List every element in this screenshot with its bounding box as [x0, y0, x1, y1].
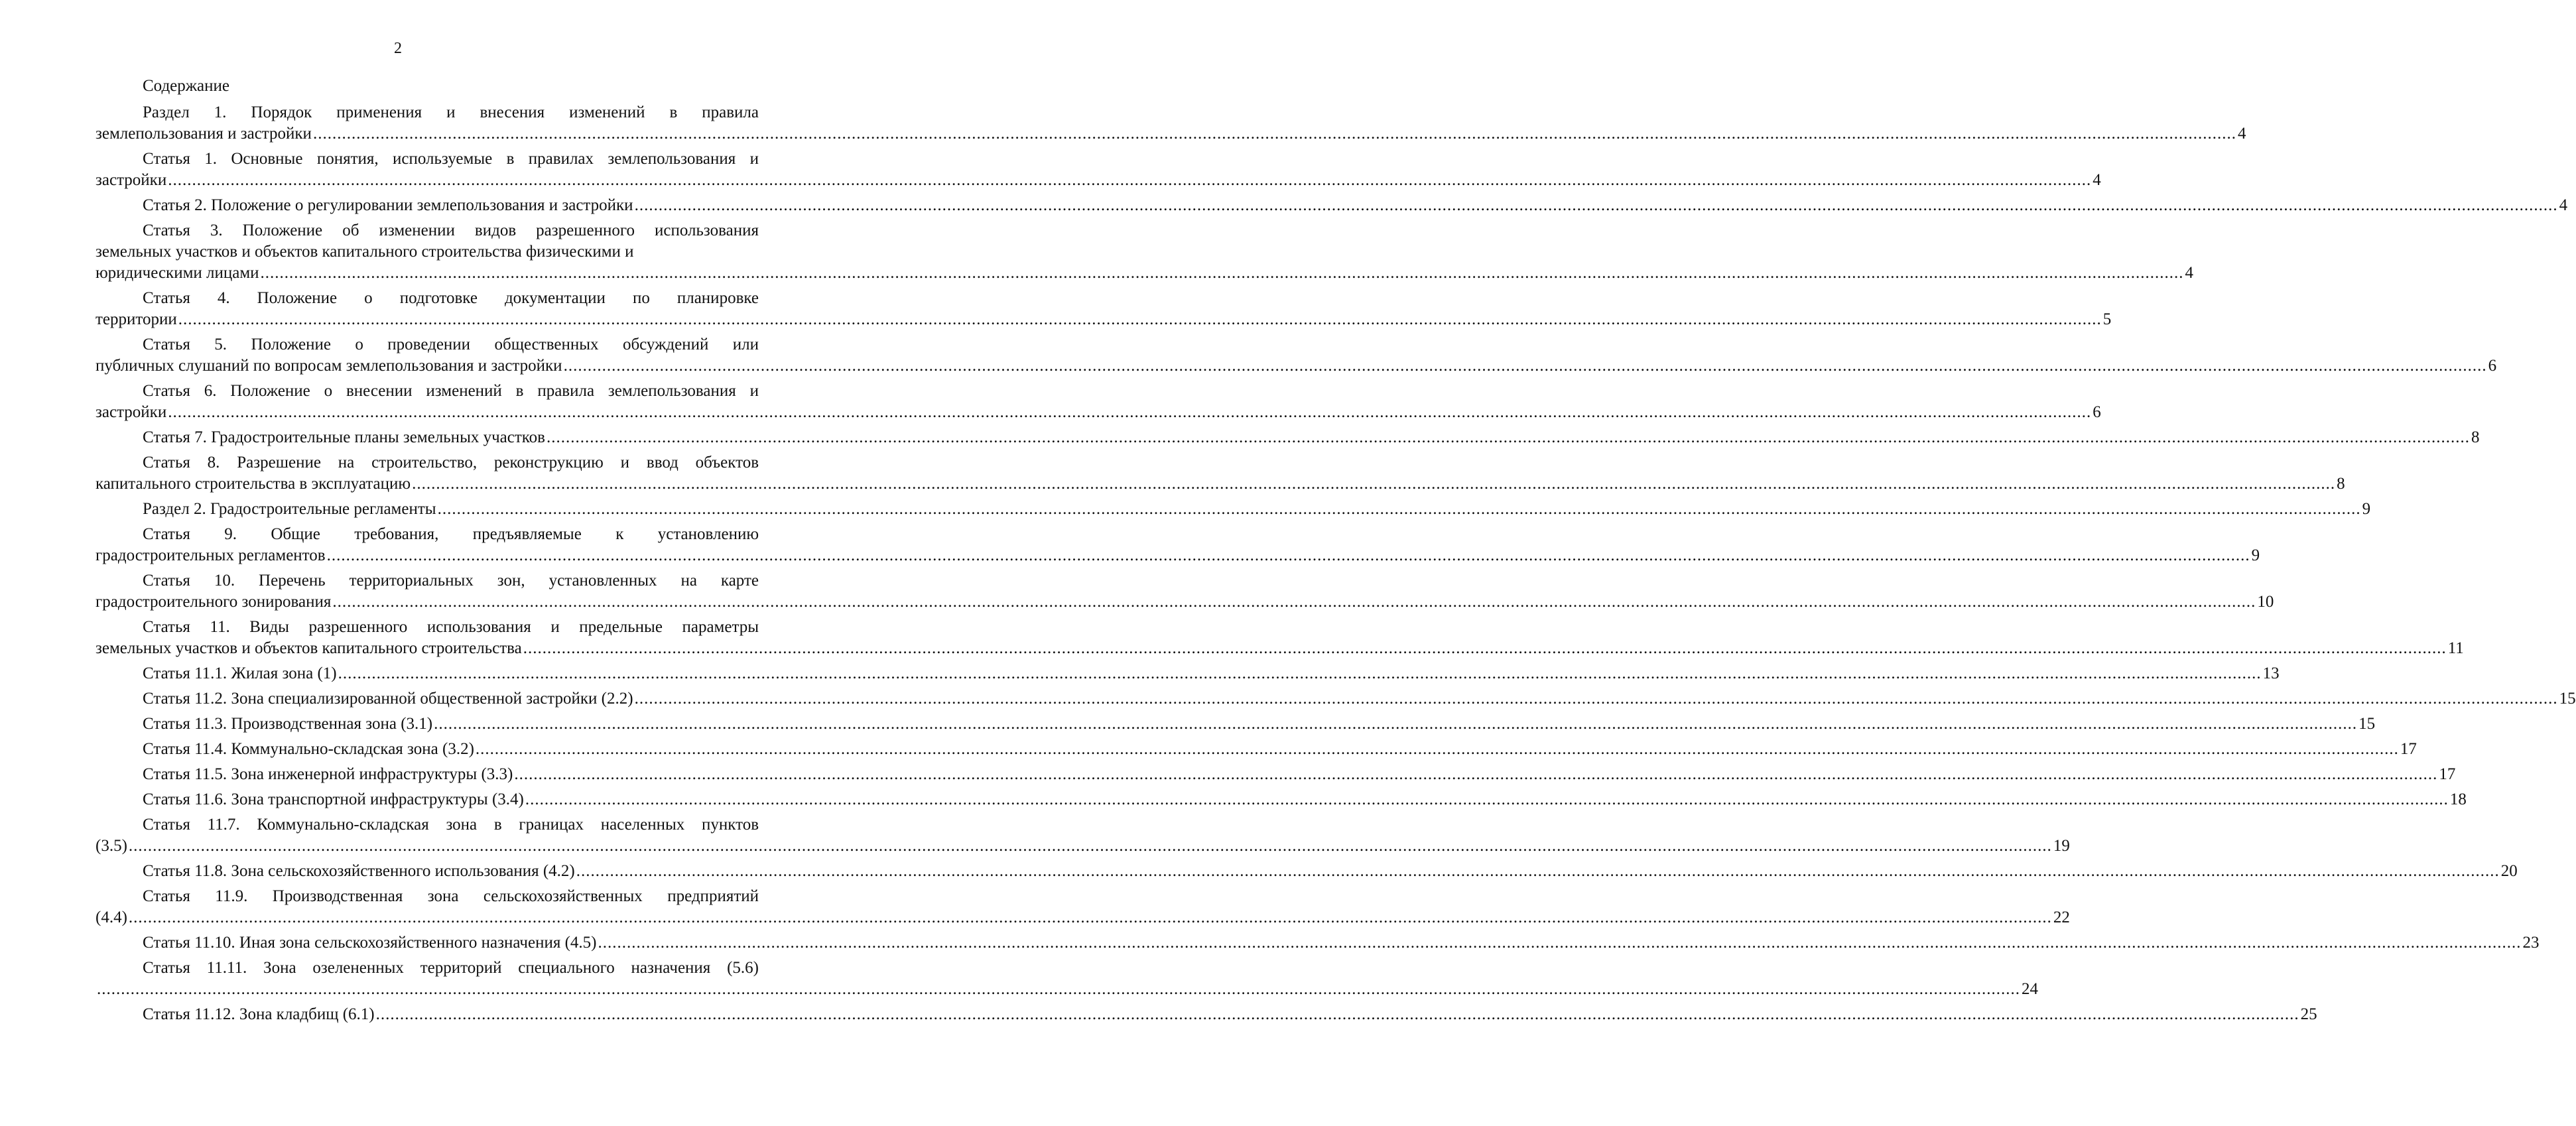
- dot-leader: ................................................................................................................................................................................................................................................................................................................................................................................................................: [475, 740, 2399, 758]
- toc-page-number: 22: [2053, 908, 2070, 926]
- toc-entry-text: застройки: [96, 171, 167, 189]
- toc-entry-line: [96, 714, 2376, 735]
- toc-page-number: 6: [2488, 357, 2497, 375]
- toc-page-number: 6: [2093, 403, 2101, 421]
- page-number: 2: [394, 40, 402, 57]
- toc-entry[interactable]: [96, 714, 2376, 735]
- toc-entry-text: Статья 11.4. Коммунально-складская зона (3.2): [143, 740, 474, 758]
- toc-entry[interactable]: [96, 427, 2480, 448]
- toc-entry-text: (4.4): [96, 908, 127, 926]
- toc-entry[interactable]: [96, 102, 2246, 145]
- toc-page-number: 17: [2400, 740, 2417, 758]
- toc-entry-text: градостроительного зонирования: [96, 593, 332, 611]
- toc-entry[interactable]: [96, 739, 2417, 760]
- toc-entry-text: Статья 11.2. Зона специализированной общественной застройки (2.2): [143, 690, 633, 708]
- dot-leader: ................................................................................................................................................................................................................................................................................................................................................................................................................: [598, 934, 2522, 952]
- toc-page-number: 20: [2500, 862, 2518, 880]
- toc-entries: [96, 102, 2576, 1025]
- dot-leader: ................................................................................................................................................................................................................................................................................................................................................................................................................: [97, 980, 2020, 998]
- toc-entry-text: Статья 11.6. Зона транспортной инфраструктуры (3.4): [143, 790, 524, 808]
- toc-entry-text: территории: [96, 310, 177, 328]
- toc-entry[interactable]: [96, 764, 2456, 785]
- toc-page-number: 4: [2559, 196, 2568, 214]
- dot-leader: ................................................................................................................................................................................................................................................................................................................................................................................................................: [563, 357, 2487, 375]
- toc-entry-line: Статья 9. Общие требования, предъявляемые к установлению: [143, 525, 759, 543]
- toc-entry[interactable]: [96, 1004, 2317, 1025]
- toc-entry-text: застройки: [96, 403, 167, 421]
- toc-entry-text: землепользования и застройки: [96, 125, 312, 143]
- toc-page-number: 8: [2471, 428, 2480, 446]
- dot-leader: ................................................................................................................................................................................................................................................................................................................................................................................................................: [128, 837, 2052, 855]
- toc-entry-text: Статья 7. Градостроительные планы земельных участков: [143, 428, 545, 446]
- toc-entry-text: юридическими лицами: [96, 264, 259, 282]
- dot-leader: ................................................................................................................................................................................................................................................................................................................................................................................................................: [338, 664, 2262, 682]
- dot-leader: ................................................................................................................................................................................................................................................................................................................................................................................................................: [168, 403, 2092, 421]
- dot-leader: ................................................................................................................................................................................................................................................................................................................................................................................................................: [523, 639, 2447, 657]
- toc-entry-line: [96, 688, 2576, 710]
- toc-page-number: 8: [2337, 475, 2345, 493]
- toc-title: Содержание: [143, 77, 229, 95]
- toc-entry-line: [96, 932, 2540, 954]
- toc-entry[interactable]: [96, 288, 2112, 330]
- toc-entry-line: [96, 764, 2456, 785]
- toc-entry-line: Статья 11.7. Коммунально-складская зона в границах населенных пунктов: [143, 816, 759, 834]
- toc-entry-line: [96, 170, 2101, 191]
- toc-entry[interactable]: [96, 524, 2260, 566]
- dot-leader: ................................................................................................................................................................................................................................................................................................................................................................................................................: [260, 264, 2184, 282]
- toc-entry-text: Раздел 2. Градостроительные регламенты: [143, 500, 436, 518]
- toc-entry-line: земельных участков и объектов капитального строительства физическими и: [96, 243, 634, 261]
- toc-entry[interactable]: [96, 149, 2101, 191]
- dot-leader: ................................................................................................................................................................................................................................................................................................................................................................................................................: [168, 171, 2092, 189]
- toc-entry-line: Раздел 1. Порядок применения и внесения изменений в правила: [143, 103, 759, 121]
- toc-entry[interactable]: [96, 958, 2038, 1000]
- toc-entry-text: Статья 11.1. Жилая зона (1): [143, 664, 337, 682]
- toc-page-number: 15: [2559, 690, 2576, 708]
- toc-page-number: 9: [2251, 546, 2260, 564]
- dot-leader: ................................................................................................................................................................................................................................................................................................................................................................................................................: [525, 790, 2449, 808]
- toc-page-number: 19: [2053, 837, 2070, 855]
- toc-page-number: 10: [2257, 593, 2274, 611]
- dot-leader: ................................................................................................................................................................................................................................................................................................................................................................................................................: [312, 125, 2236, 143]
- toc-entry-line: Статья 3. Положение об изменении видов разрешенного использования: [143, 221, 759, 239]
- toc-entry-text: Статья 11.3. Производственная зона (3.1): [143, 715, 433, 733]
- toc-entry-line: [96, 545, 2260, 566]
- dot-leader: ................................................................................................................................................................................................................................................................................................................................................................................................................: [326, 546, 2250, 564]
- toc-entry-text: Статья 11.10. Иная зона сельскохозяйственного назначения (4.5): [143, 934, 597, 952]
- toc-entry-line: [96, 907, 2070, 928]
- toc-entry-text: Статья 11.8. Зона сельскохозяйственного использования (4.2): [143, 862, 575, 880]
- toc-entry-line: Статья 6. Положение о внесении изменений в правила землепользования и: [143, 382, 759, 400]
- dot-leader: ................................................................................................................................................................................................................................................................................................................................................................................................................: [576, 862, 2500, 880]
- toc-entry-line: [96, 263, 2194, 284]
- toc-entry-line: [96, 789, 2467, 810]
- toc-page-number: 11: [2447, 639, 2464, 657]
- toc-entry[interactable]: [96, 499, 2371, 520]
- toc-entry[interactable]: [96, 932, 2540, 954]
- dot-leader: ................................................................................................................................................................................................................................................................................................................................................................................................................: [332, 593, 2256, 611]
- toc-entry-line: [96, 195, 2568, 216]
- toc-entry[interactable]: [96, 381, 2101, 423]
- toc-entry[interactable]: [96, 195, 2568, 216]
- toc-page-number: 15: [2358, 715, 2376, 733]
- dot-leader: ................................................................................................................................................................................................................................................................................................................................................................................................................: [412, 475, 2336, 493]
- toc-entry[interactable]: [96, 452, 2345, 495]
- toc-entry-text: капитального строительства в эксплуатацию: [96, 475, 411, 493]
- toc-entry-line: [96, 123, 2246, 145]
- toc-entry[interactable]: [96, 886, 2070, 928]
- toc-entry-text: Статья 11.12. Зона кладбищ (6.1): [143, 1005, 375, 1023]
- toc-entry-text: земельных участков и объектов капитального строительства: [96, 639, 522, 657]
- toc-page-number: 4: [2185, 264, 2194, 282]
- toc-entry-line: Статья 11.9. Производственная зона сельскохозяйственных предприятий: [143, 887, 759, 905]
- toc-entry-line: [96, 739, 2417, 760]
- toc-entry-line: Статья 8. Разрешение на строительство, реконструкцию и ввод объектов: [143, 454, 759, 471]
- dot-leader: ................................................................................................................................................................................................................................................................................................................................................................................................................: [514, 765, 2438, 783]
- dot-leader: ................................................................................................................................................................................................................................................................................................................................................................................................................: [375, 1005, 2299, 1023]
- dot-leader: ................................................................................................................................................................................................................................................................................................................................................................................................................: [434, 715, 2358, 733]
- dot-leader: ................................................................................................................................................................................................................................................................................................................................................................................................................: [128, 908, 2052, 926]
- toc-entry-line: Статья 11.11. Зона озелененных территорий специального назначения (5.6): [143, 959, 759, 977]
- toc-entry-line: [96, 638, 2464, 659]
- toc-entry-text: градостроительных регламентов: [96, 546, 326, 564]
- toc-entry-line: [96, 836, 2070, 857]
- toc-entry-line: [96, 979, 2038, 1000]
- toc-page-number: 24: [2022, 980, 2038, 998]
- dot-leader: ................................................................................................................................................................................................................................................................................................................................................................................................................: [634, 196, 2558, 214]
- toc-page-number: 13: [2262, 664, 2280, 682]
- toc-entry[interactable]: [96, 688, 2576, 710]
- dot-leader: ................................................................................................................................................................................................................................................................................................................................................................................................................: [634, 690, 2558, 708]
- toc-entry-text: публичных слушаний по вопросам землепользования и застройки: [96, 357, 562, 375]
- toc-entry-line: [96, 1004, 2317, 1025]
- toc-page-number: 4: [2093, 171, 2101, 189]
- toc-entry[interactable]: [96, 220, 2194, 284]
- toc-entry-line: [96, 663, 2280, 684]
- toc-entry-line: [96, 861, 2518, 882]
- toc-entry-line: [96, 355, 2497, 377]
- toc-entry-line: Статья 1. Основные понятия, используемые в правилах землепользования и: [143, 150, 759, 168]
- toc-page-number: 18: [2449, 790, 2467, 808]
- toc-entry-line: [96, 309, 2112, 330]
- toc-entry-line: Статья 4. Положение о подготовке документации по планировке: [143, 289, 759, 307]
- toc-entry-line: Статья 10. Перечень территориальных зон, установленных на карте: [143, 572, 759, 590]
- dot-leader: ................................................................................................................................................................................................................................................................................................................................................................................................................: [178, 310, 2102, 328]
- toc-entry[interactable]: [96, 617, 2464, 659]
- toc-entry[interactable]: [96, 570, 2274, 613]
- toc-entry[interactable]: [96, 334, 2497, 377]
- table-of-contents: [96, 76, 2576, 1025]
- toc-entry-line: [96, 473, 2345, 495]
- toc-entry-text: Статья 2. Положение о регулировании землепользования и застройки: [143, 196, 633, 214]
- toc-entry-line: [96, 427, 2480, 448]
- toc-entry[interactable]: [96, 814, 2070, 857]
- toc-page-number: 23: [2522, 934, 2540, 952]
- toc-entry[interactable]: [96, 861, 2518, 882]
- toc-page-number: 5: [2102, 310, 2112, 328]
- toc-page-number: 17: [2439, 765, 2456, 783]
- toc-entry-text: Статья 11.5. Зона инженерной инфраструктуры (3.3): [143, 765, 513, 783]
- dot-leader: ................................................................................................................................................................................................................................................................................................................................................................................................................: [437, 500, 2361, 518]
- toc-page-number: 4: [2237, 125, 2246, 143]
- toc-entry[interactable]: [96, 789, 2467, 810]
- toc-entry[interactable]: [96, 663, 2280, 684]
- toc-page-number: 25: [2300, 1005, 2317, 1023]
- toc-entry-line: [96, 592, 2274, 613]
- toc-page-number: 9: [2362, 500, 2371, 518]
- toc-entry-line: [96, 402, 2101, 423]
- toc-entry-line: Статья 5. Положение о проведении общественных обсуждений или: [143, 336, 759, 353]
- toc-entry-line: [96, 499, 2371, 520]
- toc-entry-line: Статья 11. Виды разрешенного использования и предельные параметры: [143, 618, 759, 636]
- dot-leader: ................................................................................................................................................................................................................................................................................................................................................................................................................: [546, 428, 2470, 446]
- toc-entry-text: (3.5): [96, 837, 127, 855]
